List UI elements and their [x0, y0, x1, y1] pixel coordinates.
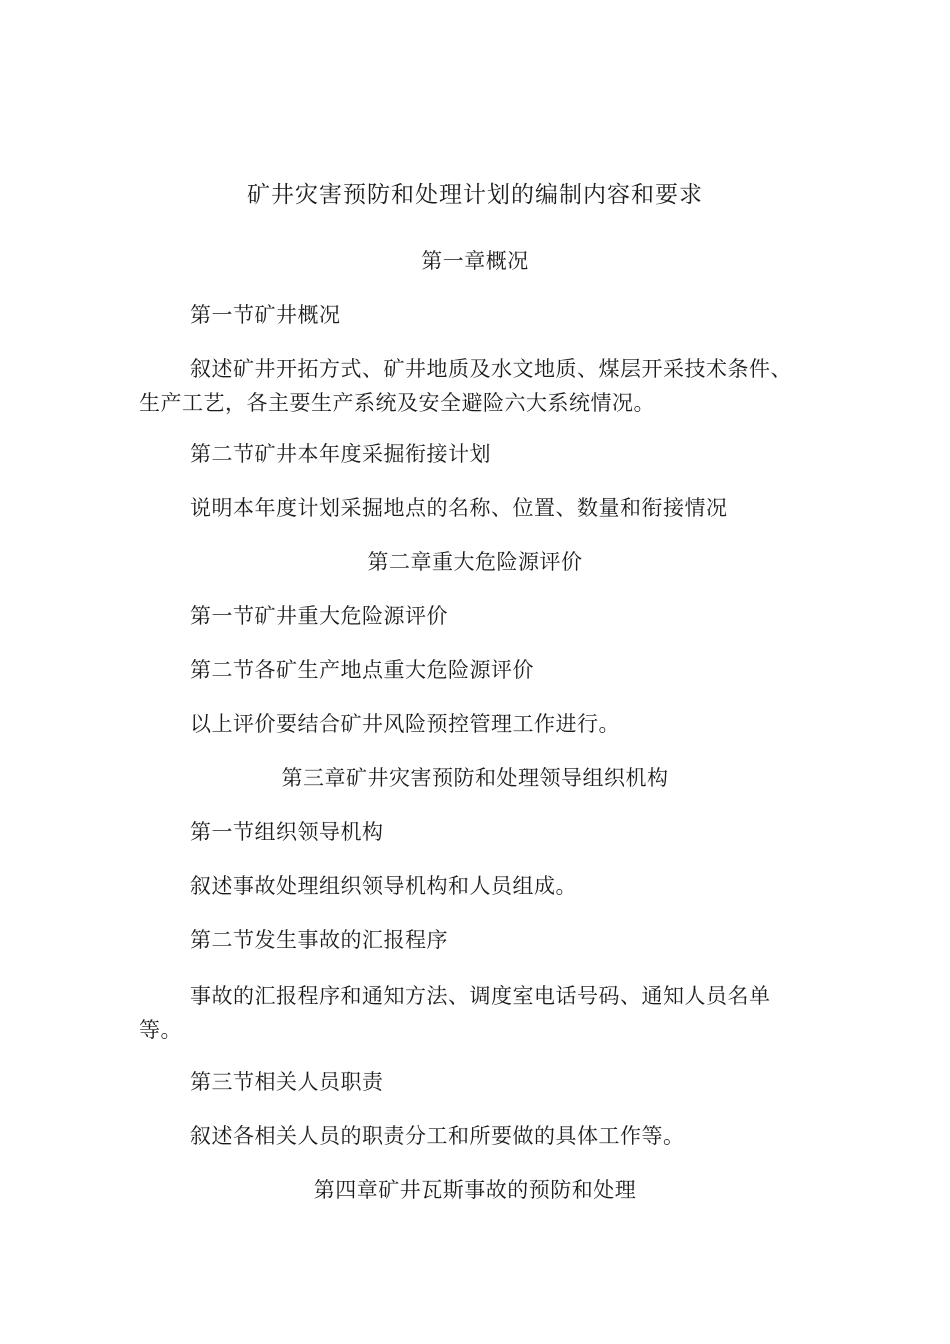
- chapter-1-heading: 第一章概况: [421, 249, 529, 273]
- chapter-3-section-1-body: 叙述事故处理组织领导机构和人员组成。: [190, 874, 577, 898]
- chapter-3-section-3-heading: 第三节相关人员职责: [190, 1070, 384, 1094]
- chapter-1-section-2-heading: 第二节矿井本年度采掘衔接计划: [190, 442, 491, 466]
- chapter-1-section-2-body: 说明本年度计划采掘地点的名称、位置、数量和衔接情况: [190, 496, 728, 520]
- chapter-2-section-2-heading: 第二节各矿生产地点重大危险源评价: [190, 658, 534, 682]
- chapter-1-section-1-body-line-1: 叙述矿井开拓方式、矿井地质及水文地质、煤层开采技术条件、: [190, 357, 792, 381]
- chapter-3-section-2-heading: 第二节发生事故的汇报程序: [190, 928, 448, 952]
- chapter-2-heading: 第二章重大危险源评价: [367, 550, 583, 574]
- chapter-3-section-1-heading: 第一节组织领导机构: [190, 820, 384, 844]
- chapter-3-heading: 第三章矿井灾害预防和处理领导组织机构: [281, 766, 669, 790]
- chapter-3-section-2-body-line-2: 等。: [139, 1018, 182, 1042]
- chapter-4-heading: 第四章矿井瓦斯事故的预防和处理: [313, 1178, 637, 1202]
- chapter-2-note: 以上评价要结合矿井风险预控管理工作进行。: [190, 712, 620, 736]
- chapter-1-section-1-heading: 第一节矿井概况: [190, 303, 341, 327]
- chapter-2-section-1-heading: 第一节矿井重大危险源评价: [190, 604, 448, 628]
- chapter-3-section-3-body: 叙述各相关人员的职责分工和所要做的具体工作等。: [190, 1124, 685, 1148]
- chapter-3-section-2-body-line-1: 事故的汇报程序和通知方法、调度室电话号码、通知人员名单: [190, 984, 771, 1008]
- document-title: 矿井灾害预防和处理计划的编制内容和要求: [247, 182, 703, 208]
- chapter-1-section-1-body-line-2: 生产工艺，各主要生产系统及安全避险六大系统情况。: [139, 391, 655, 415]
